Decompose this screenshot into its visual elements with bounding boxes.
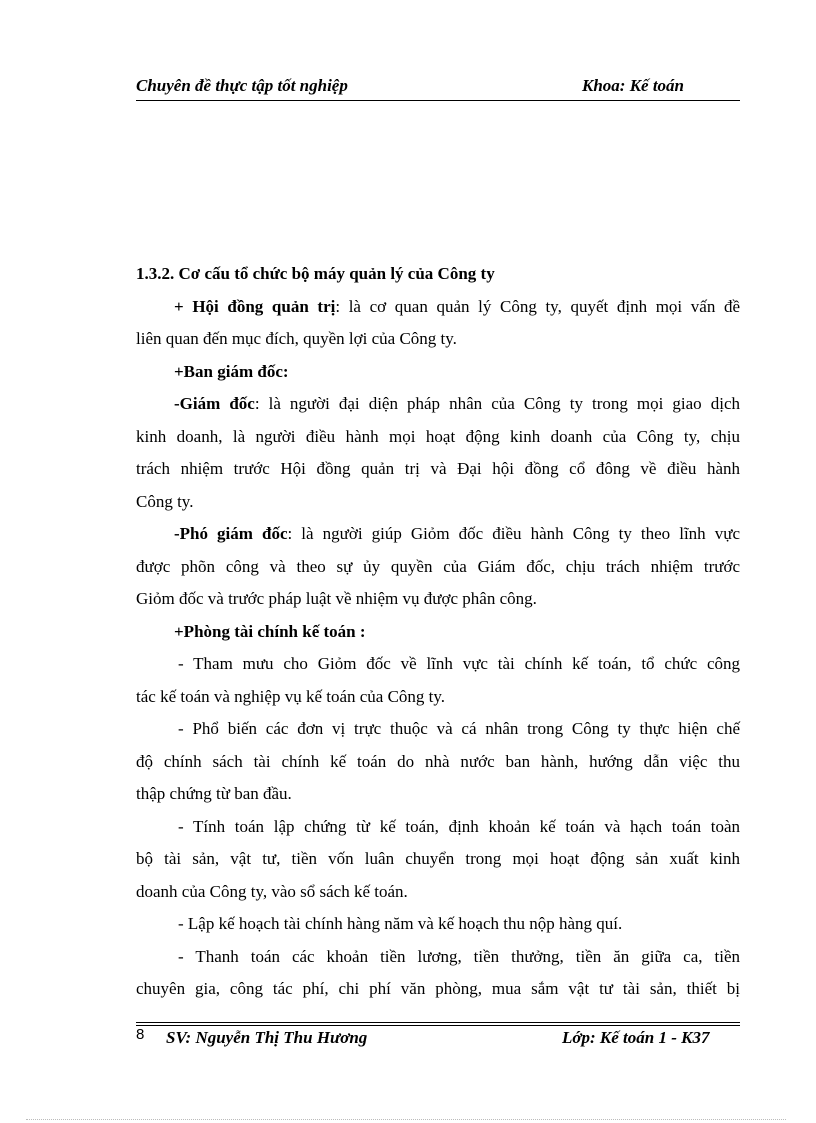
class-name: Lớp: Kế toán 1 - K37	[562, 1028, 710, 1047]
subsection-heading: +Phòng tài chính kế toán :	[174, 621, 366, 641]
bold-term: -Phó giám đốc	[174, 524, 288, 543]
paragraph-line: bộ tài sản, vật tư, tiền vốn luân chuyển trong mọi hoạt động sản xuất kinh	[136, 849, 740, 868]
paragraph-line: độ chính sách tài chính kế toán do nhà nước ban hành, hướng dẫn việc thu	[136, 751, 740, 771]
paragraph-line: - Lập kế hoạch tài chính hàng năm và kế hoạch thu nộp hàng quí.	[178, 914, 623, 933]
paragraph-line: thập chứng từ ban đầu.	[136, 784, 292, 803]
footer-rule	[136, 1025, 740, 1026]
paragraph-line	[136, 523, 740, 556]
header-title: Chuyên đề thực tập tốt nghiệp	[136, 76, 348, 95]
paragraph-line: liên quan đến mục đích, quyền lợi của Công ty.	[136, 329, 457, 348]
bold-term: + Hội đồng quản trị	[174, 296, 336, 316]
paragraph-line: Giỏm đốc và trước pháp luật về nhiệm vụ được phân công.	[136, 589, 537, 608]
paragraph-text: : là người đại diện pháp nhân của Công ty trong mọi giao dịch	[254, 394, 740, 413]
paragraph-line: được phõn công và theo sự ủy quyền của Giám đốc, chịu trách nhiệm trước	[136, 556, 740, 576]
paragraph-text: : là cơ quan quản lý Công ty, quyết định mọi vấn đề	[335, 296, 740, 316]
paragraph-line	[136, 393, 740, 426]
header-department: Khoa: Kế toán	[582, 76, 685, 95]
document-body	[136, 263, 740, 1011]
subsection-heading: +Ban giám đốc:	[174, 361, 289, 381]
section-heading: 1.3.2. Cơ cấu tổ chức bộ máy quản lý của Công ty	[136, 264, 495, 283]
paragraph-line: trách nhiệm trước Hội đồng quản trị và Đại hội đồng cổ đông về điều hành	[136, 459, 740, 478]
student-name: SV: Nguyễn Thị Thu Hương	[166, 1028, 368, 1047]
page-boundary	[26, 1119, 786, 1120]
paragraph-text: : là người giúp Giỏm đốc điều hành Công ty theo lĩnh vực	[287, 524, 740, 543]
paragraph-line: Công ty.	[136, 491, 194, 511]
paragraph-line: - Phổ biến các đơn vị trực thuộc và cá nhân trong Công ty thực hiện chế	[178, 719, 740, 738]
paragraph-line: tác kế toán và nghiệp vụ kế toán của Công ty.	[136, 686, 446, 706]
paragraph-line: - Tham mưu cho Giỏm đốc về lĩnh vực tài chính kế toán, tổ chức công	[178, 654, 740, 673]
paragraph-line: - Tính toán lập chứng từ kế toán, định khoản kế toán và hạch toán toàn	[178, 816, 740, 836]
paragraph-line: kinh doanh, là người điều hành mọi hoạt động kinh doanh của Công ty, chịu	[136, 426, 740, 446]
footer-rule	[136, 1022, 740, 1023]
page-number: 8	[136, 1026, 145, 1043]
paragraph-line	[136, 296, 740, 329]
page-footer	[136, 1022, 740, 1047]
bold-term: -Giám đốc	[174, 394, 255, 413]
paragraph-line: - Thanh toán các khoản tiền lương, tiền thưởng, tiền ăn giữa ca, tiền	[178, 946, 740, 966]
paragraph-line: doanh của Công ty, vào sổ sách kế toán.	[136, 881, 408, 901]
paragraph-line: chuyên gia, công tác phí, chi phí văn phòng, mua sắm vật tư tài sản, thiết bị	[136, 979, 740, 998]
page-header	[136, 76, 740, 101]
